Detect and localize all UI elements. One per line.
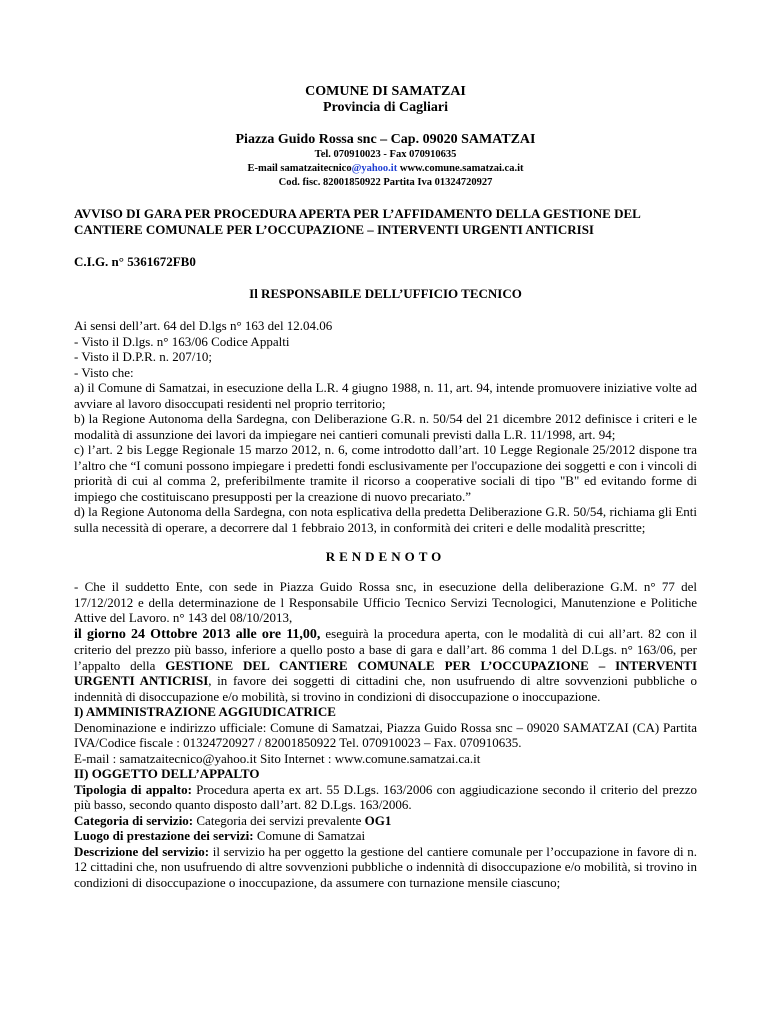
main-body	[74, 579, 697, 890]
email-web-line	[74, 162, 697, 176]
notice-title: AVVISO DI GARA PER PROCEDURA APERTA PER L’AFFIDAMENTO DELLA GESTIONE DEL CANTIERE COMUNALE PER L’OCCUPAZIONE – INTERVENTI URGENTI ANTICRISI	[74, 206, 641, 237]
address-line: Piazza Guido Rossa snc – Cap. 09020 SAMATZAI	[235, 132, 536, 147]
cig-code: C.I.G. n° 5361672FB0	[74, 254, 196, 269]
phone-fax-line: Tel. 070910023 - Fax 070910635	[314, 149, 457, 160]
preamble-line: - Visto il D.lgs. n° 163/06 Codice Appalti	[74, 333, 290, 349]
preamble-line: b) la Regione Autonoma della Sardegna, con Deliberazione G.R. n. 50/54 del 21 dicembre 2012 definisce i criteri e le modalità di assunzione dei lavori da impiegare nei cantieri comunali previsti dalla L.R. 11/1998, art. 94;	[74, 411, 697, 442]
intro-paragraph: - Che il suddetto Ente, con sede in Piazza Guido Rossa snc, in esecuzione della deliberazione G.M. n° 77 del 17/12/2012 e della determinazione de l Responsabile Ufficio Tecnico Servizi Tecnologici, Manutenzione e Politiche Attive del Lavoro. n° 143 del 08/10/2013,	[74, 579, 697, 625]
descrizione-paragraph	[74, 844, 697, 891]
rendenoto-heading: RENDENOTO	[325, 549, 446, 564]
appalto-name: GESTIONE DEL CANTIERE COMUNALE PER L’OCCUPAZIONE – INTERVENTI URGENTI ANTICRISI	[74, 657, 698, 688]
provincia-name: Provincia di Cagliari	[323, 100, 448, 115]
email-link[interactable]: @yahoo.it	[351, 163, 398, 174]
tipologia-text: Procedura aperta ex art. 55 D.Lgs. 163/2006 con aggiudicazione secondo il criterio del prezzo più basso, secondo quanto disposto dall’art. 82 D.Lgs. 163/2006.	[74, 781, 697, 812]
comune-name: COMUNE DI SAMATZAI	[305, 84, 466, 99]
tipologia-label: Tipologia di appalto:	[74, 781, 192, 797]
tender-date-paragraph	[74, 626, 697, 705]
fiscal-line: Cod. fisc. 82001850922 Partita Iva 01324720927	[278, 177, 493, 188]
descrizione-text: il servizio ha per oggetto la gestione del cantiere comunale per l’occupazione in favore di n. 12 cittadini che, non usufruendo di altre sovvenzioni pubbliche o indennità di disoccupazione e/o mobilità, si trovino in condizioni di disoccupazione o inoccupazione, da assumere con turnazione mensile ciascuno;	[74, 843, 697, 890]
section-1-contacts: E-mail : samatzaitecnico@yahoo.it Sito Internet : www.comune.samatzai.ca.it	[74, 750, 481, 766]
categoria-paragraph	[74, 813, 697, 829]
descrizione-label: Descrizione del servizio:	[74, 843, 210, 859]
preamble-line: a) il Comune di Samatzai, in esecuzione della L.R. 4 giugno 1988, n. 11, art. 94, intende promuovere iniziative volte ad avviare al lavoro disoccupati residenti nel proprio territorio;	[74, 380, 697, 411]
responsabile-heading: Il RESPONSABILE DELL’UFFICIO TECNICO	[249, 286, 522, 301]
luogo-text: Comune di Samatzai	[253, 828, 366, 843]
categoria-code: OG1	[364, 812, 392, 828]
appalto-rest: , in favore dei soggetti di cittadini che, non usufruendo di altre sovvenzioni pubbliche o indennità di disoccupazione e/o mobilità, si trovino in condizioni di disoccupazione o inoccupazione.	[74, 673, 697, 704]
categoria-text: Categoria dei servizi prevalente	[193, 812, 365, 828]
preamble-block	[74, 318, 697, 535]
luogo-label: Luogo di prestazione dei servizi:	[74, 828, 254, 843]
preamble-line: Ai sensi dell’art. 64 del D.lgs n° 163 del 12.04.06	[74, 318, 333, 333]
preamble-line: - Visto che:	[74, 364, 134, 380]
email-label: E-mail samatzaitecnico	[247, 163, 352, 174]
preamble-line: - Visto il D.P.R. n. 207/10;	[74, 349, 213, 364]
section-1-line: Denominazione e indirizzo ufficiale: Comune di Samatzai, Piazza Guido Rossa snc – 09020 SAMATZAI (CA) Partita IVA/Codice fiscale : 01324720927 / 82001850922 Tel. 070910023 – Fax. 070910635.	[74, 719, 697, 750]
letterhead	[74, 84, 697, 190]
categoria-label: Categoria di servizio:	[74, 812, 194, 828]
website-link[interactable]: www.comune.samatzai.ca.it	[397, 163, 524, 174]
preamble-line: c) l’art. 2 bis Legge Regionale 15 marzo 2012, n. 6, come introdotto dall’art. 10 Legge Regionale 25/2012 dispone tra l’altro che “I comuni possono impiegare i predetti fondi esclusivamente per l'occupazione dei soggetti e con i vincoli di priorità di cui al comma 2, preferibilmente tramite il ricorso a cooperative sociali di tipo "B" ed evitando forme di impiego che costituiscano presupposti per la creazione di nuovo precariato.”	[74, 442, 697, 504]
luogo-paragraph	[74, 828, 697, 844]
tender-date: il giorno 24 Ottobre 2013 alle ore 11,00,	[74, 626, 321, 642]
document-page	[74, 84, 697, 890]
section-2-heading: II) OGGETTO DELL’APPALTO	[74, 766, 260, 781]
tipologia-paragraph	[74, 782, 697, 813]
tender-date-rest: eseguirà la procedura aperta, con le modalità di cui all’art. 82 con il criterio del prezzo più basso, inferiore a quello posto a base di gara e dall’art. 86 comma 1 del D.Lgs. n° 163/06, per l’appalto della	[74, 625, 697, 673]
section-1-heading: I) AMMINISTRAZIONE AGGIUDICATRICE	[74, 704, 336, 719]
preamble-line: d) la Regione Autonoma della Sardegna, con nota esplicativa della predetta Deliberazione G.R. 50/54, richiama gli Enti sulla necessità di operare, a decorrere dal 1 febbraio 2013, in conformità dei criteri e delle modalità prescritte;	[74, 504, 697, 535]
